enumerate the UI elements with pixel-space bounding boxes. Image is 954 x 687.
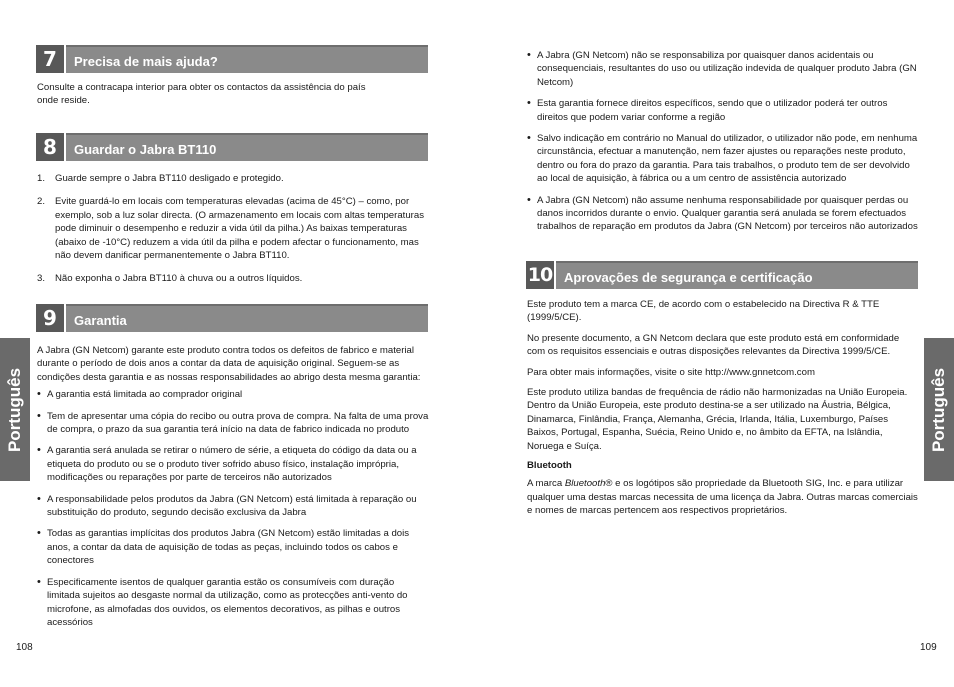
list-item: • Todas as garantias implícitas dos produtos Jabra (GN Netcom) estão limitadas a dois anos, a contar da data de aquisição de todas as peças, incluindo todos os cabos e conectores [37, 527, 429, 567]
section-8-list [37, 172, 427, 296]
list-item: • Especificamente isentos de qualquer garantia estão os consumíveis com duração limitada sujeitos ao desgaste normal da utilização, como as protecções anti-vento do microfone, as almofadas dos ouvidos, os elementos decorativos, as pilhas e outros acessórios [37, 576, 429, 630]
list-item: 1. Guarde sempre o Jabra BT110 desligado e protegido. [37, 173, 284, 184]
section-10-title: Aprovações de segurança e certificação [556, 261, 918, 289]
list-item: • A responsabilidade pelos produtos da Jabra (GN Netcom) está limitada à reparação ou substituição do produto, segundo decisão exclusiva da Jabra [37, 493, 429, 520]
section-10-header [526, 261, 918, 289]
section-9-header [36, 304, 428, 332]
list-item: • Tem de apresentar uma cópia do recibo ou outra prova de compra. Na falta de uma prova de compra, o prazo da sua garantia terá início na data de fabrico indicada no produto [37, 410, 429, 437]
section-7-header [36, 45, 428, 73]
section-9-number: 9 [36, 304, 64, 332]
list-item: 3. Não exponha o Jabra BT110 à chuva ou a outros líquidos. [37, 273, 303, 285]
list-item: 2. Evite guardá-lo em locais com temperaturas elevadas (acima de 45°C) – como, por exemplo, sob a luz solar directa. (O armazenamento em locais com altas temperaturas pode diminuir o desempenho e reduzir a vida útil da pilha.) As baixas temperaturas (abaixo de -10°C) reduzem a vida útil da pilha e podem afectar o funcionamento, mas não devem danificar permanentemente o Jabra BT110. [37, 196, 424, 262]
list-item: • A Jabra (GN Netcom) não se responsabiliza por quaisquer danos acidentais ou consequenciais, resultantes do uso ou utilização indevida de qualquer produto Jabra (GN Netcom) [527, 49, 919, 89]
section-10-body [527, 298, 919, 518]
language-tab-left: Português [0, 338, 30, 481]
section-9-title: Garantia [66, 304, 428, 332]
warranty-intro: A Jabra (GN Netcom) garante este produto contra todos os defeitos de fabrico e material durante o período de dois anos a contar da data de aquisição original. Seguem-se as condições desta garantia e as nossas responsabilidades ao abrigo desta mesma garantia: [37, 345, 421, 383]
list-item: • Esta garantia fornece direitos específicos, sendo que o utilizador poderá ter outros direitos que podem variar conforme a região [527, 97, 919, 124]
section-9-body [37, 344, 429, 637]
list-item: • A garantia será anulada se retirar o número de série, a etiqueta do código da data ou a etiqueta do produto ou se o produto tiver sofrido abuso físico, instalação imprópria, modificações ou reparações por parte de terceiros não autorizados [37, 444, 429, 484]
page-number-right: 109 [920, 642, 937, 653]
section-7-title: Precisa de mais ajuda? [66, 45, 428, 73]
bluetooth-heading: Bluetooth [527, 460, 572, 472]
section-7-number: 7 [36, 45, 64, 73]
ce-paragraph: Este produto tem a marca CE, de acordo com o estabelecido na Directiva R & TTE (1999/5/CE). [527, 299, 880, 324]
bluetooth-paragraph: A marca Bluetooth® e os logótipos são propriedade da Bluetooth SIG, Inc. e para utilizar qualquer uma destas marcas necessita de uma licença da Jabra. Outras marcas comerciais e nomes de marcas pertencem aos respectivos proprietários. [527, 478, 918, 517]
page-number-left: 108 [16, 642, 33, 653]
list-item: • A garantia está limitada ao comprador original [37, 388, 429, 401]
section-8-number: 8 [36, 133, 64, 161]
section-7-body: Consulte a contracapa interior para obter os contactos da assistência do país onde reside. [37, 82, 366, 107]
right-page [477, 0, 954, 687]
list-item: • Salvo indicação em contrário no Manual do utilizador, o utilizador não pode, em nenhuma circunstância, efectuar a manutenção, nem fazer ajustes ou reparações neste produto, dentro ou fora do prazo da garantia. Para tais trabalhos, o produto tem de ser devolvido ao local de aquisição, à fábrica ou a um centro de assistência autorizado [527, 132, 919, 186]
conformity-paragraph: No presente documento, a GN Netcom declara que este produto está em conformidade com os requisitos essenciais e outras disposições relevantes da Directiva 1999/5/CE. [527, 332, 900, 358]
language-tab-right: Português [924, 338, 954, 481]
website-paragraph: Para obter mais informações, visite o site http://www.gnnetcom.com [527, 366, 815, 378]
section-10-number: 10 [526, 261, 554, 289]
frequency-paragraph: Este produto utiliza bandas de frequência de rádio não harmonizadas na União Europeia. Dentro da União Europeia, este produto destina-se a ser utilizado na Áustria, Bélgica, Dinamarca, Finlândia, França, Alemanha, Grécia, Irlanda, Itália, Luxemburgo, Países Baixos, Portugal, Espanha, Suécia, Reino Unido e, no âmbito da EFTA, na Islândia, Noruega e Suíça. [527, 387, 908, 452]
warranty-continued [527, 49, 919, 242]
list-item: • A Jabra (GN Netcom) não assume nenhuma responsabilidade por quaisquer perdas ou danos incorridos durante o envio. Qualquer garantia será anulada se forem efectuados trabalhos de reparação em produtos da Jabra (GN Netcom) por terceiros não autorizados [527, 194, 919, 234]
section-8-title: Guardar o Jabra BT110 [66, 133, 428, 161]
section-8-header [36, 133, 428, 161]
